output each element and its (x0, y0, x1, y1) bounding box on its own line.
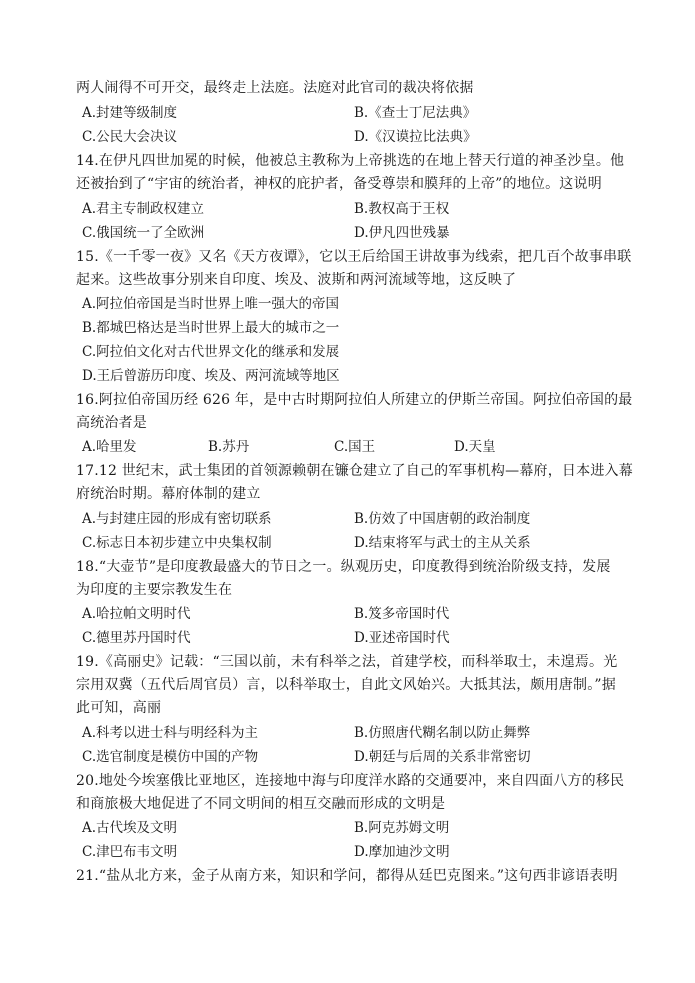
question-18-stem: 18.“大壶节”是印度教最盛大的节日之一。纵观历史，印度教得到统治阶级支持，发展 (76, 559, 611, 575)
option-c: C.标志日本初步建立中央集权制 (82, 535, 272, 551)
question-13-stem: 两人闹得不可开交，最终走上法庭。法庭对此官司的裁决将依据 (76, 80, 474, 96)
question-16-stem: 16.阿拉伯帝国历经 626 年，是中古时期阿拉伯人所建立的伊斯兰帝国。阿拉伯帝国的最 (76, 392, 633, 408)
option-c: C.津巴布韦文明 (82, 844, 178, 860)
option-c: C.选官制度是模仿中国的产物 (82, 749, 259, 765)
option-a: A.君主专制政权建立 (82, 201, 205, 217)
option-c: C.德里苏丹国时代 (82, 630, 191, 646)
question-17-stem: 府统治时期。幕府体制的建立 (76, 486, 261, 502)
option-a: A.哈里发 (82, 439, 137, 455)
question-19-stem: 此可知，高丽 (76, 700, 162, 716)
question-19-stem: 19.《高丽史》记载：“三国以前，未有科举之法，首建学校，而科举取士，未遑焉。光 (76, 654, 618, 670)
option-d: D.朝廷与后周的关系非常密切 (354, 749, 531, 765)
question-15-stem: 起来。这些故事分别来自印度、埃及、波斯和两河流域等地，这反映了 (76, 272, 517, 288)
question-14-stem: 14.在伊凡四世加冕的时候，他被总主教称为上帝挑选的在地上替天行道的神圣沙皇。他 (76, 153, 625, 169)
question-20-stem: 20.地处今埃塞俄比亚地区，连接地中海与印度洋水路的交通要冲，来自四面八方的移民 (76, 773, 625, 789)
option-a: A.与封建庄园的形成有密切联系 (82, 511, 272, 527)
option-a: A.阿拉伯帝国是当时世界上唯一强大的帝国 (82, 296, 340, 312)
option-a: A.古代埃及文明 (82, 820, 178, 836)
option-d: D.伊凡四世残暴 (354, 225, 450, 241)
question-16-stem: 高统治者是 (76, 415, 147, 431)
option-b: B.阿克苏姆文明 (354, 820, 450, 836)
option-b: B.苏丹 (208, 439, 250, 455)
option-c: C.阿拉伯文化对古代世界文化的继承和发展 (82, 344, 340, 360)
option-b: B.仿照唐代糊名制以防止舞弊 (354, 725, 531, 741)
option-a: A.哈拉帕文明时代 (82, 606, 191, 622)
question-21-stem: 21.“盐从北方来，金子从南方来，知识和学问，都得从廷巴克图来。”这句西非谚语表明 (76, 868, 618, 884)
question-15-stem: 15.《一千零一夜》又名《天方夜谭》，它以王后给国王讲故事为线索，把几百个故事串联 (76, 249, 632, 265)
question-18-stem: 为印度的主要宗教发生在 (76, 582, 233, 598)
option-b: B.《查士丁尼法典》 (354, 105, 477, 121)
option-c: C.俄国统一了全欧洲 (82, 225, 205, 241)
question-17-stem: 17.12 世纪末，武士集团的首领源赖朝在镰仓建立了自己的军事机构—幕府，日本进入幕 (76, 463, 633, 479)
option-d: D.摩加迪沙文明 (354, 844, 450, 860)
option-d: D.王后曾游历印度、埃及、两河流域等地区 (82, 368, 340, 384)
option-d: D.天皇 (454, 439, 496, 455)
question-14-stem: 还被抬到了“宇宙的统治者，神权的庇护者，备受尊崇和膜拜的上帝”的地位。这说明 (76, 176, 602, 192)
option-a: A.封建等级制度 (82, 105, 178, 121)
option-a: A.科考以进士科与明经科为主 (82, 725, 259, 741)
option-b: B.仿效了中国唐朝的政治制度 (354, 511, 531, 527)
option-d: D.结束将军与武士的主从关系 (354, 535, 531, 551)
option-b: B.都城巴格达是当时世界上最大的城市之一 (82, 320, 340, 336)
option-d: D.《汉谟拉比法典》 (354, 129, 477, 145)
option-c: C.国王 (334, 439, 376, 455)
option-c: C.公民大会决议 (82, 129, 178, 145)
option-b: B.教权高于王权 (354, 201, 450, 217)
question-20-stem: 和商旅极大地促进了不同文明间的相互交融而形成的文明是 (76, 796, 446, 812)
option-b: B.笈多帝国时代 (354, 606, 450, 622)
option-d: D.亚述帝国时代 (354, 630, 450, 646)
question-19-stem: 宗用双冀（五代后周官员）言，以科举取士，自此文风始兴。大抵其法，颇用唐制。”据 (76, 677, 616, 693)
